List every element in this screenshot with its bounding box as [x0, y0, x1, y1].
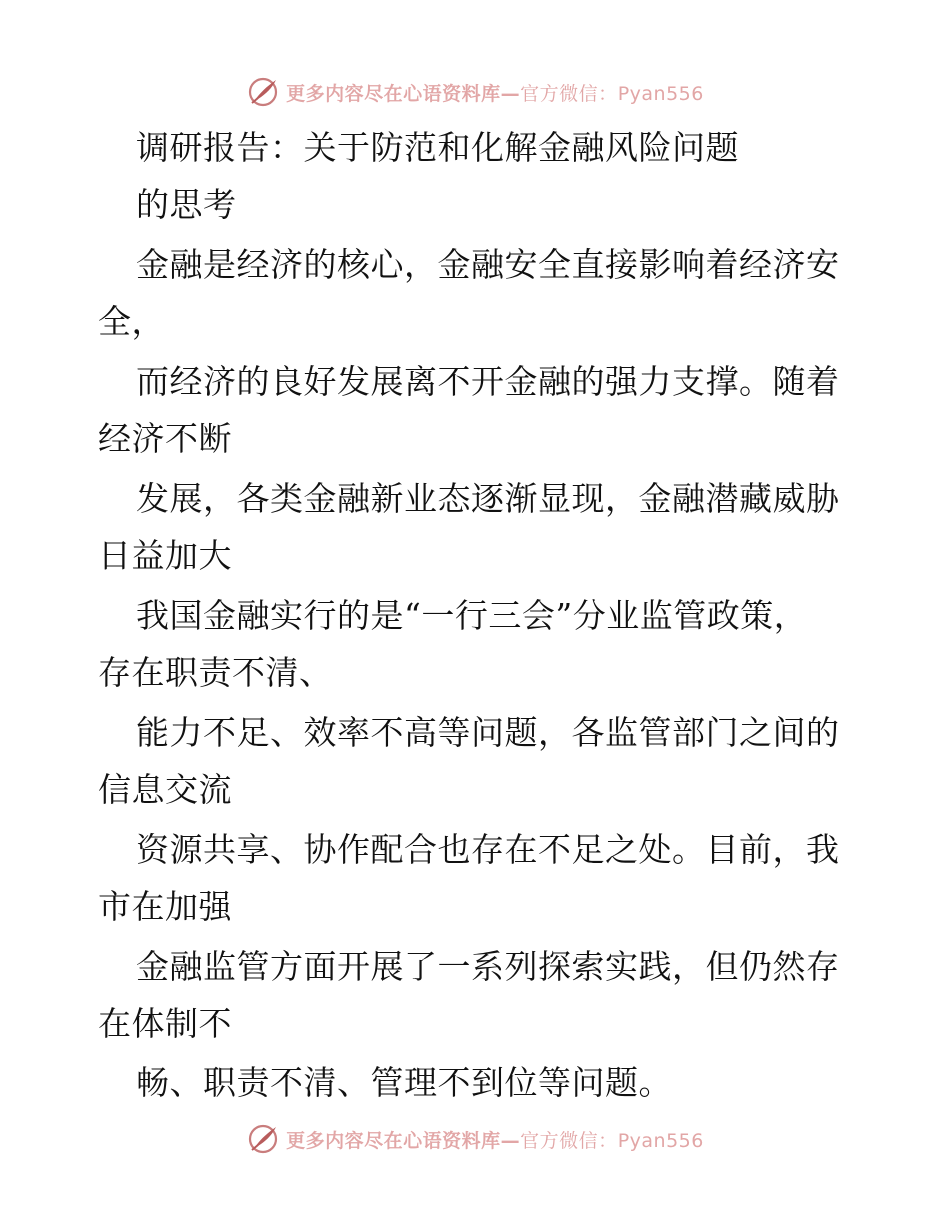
paragraph-line: 资源共享、协作配合也存在不足之处。目前，我	[136, 830, 840, 869]
watermark-text	[286, 1126, 704, 1153]
paragraph-line: 信息交流	[98, 770, 232, 809]
paragraph-line: 在体制不	[98, 1004, 232, 1043]
paragraph-line: 经济不断	[98, 419, 232, 458]
watermark-wechat-label: 官方微信：	[520, 1129, 618, 1152]
quill-logo-icon	[246, 1122, 280, 1156]
watermark-wechat-id: Pyan556	[617, 1129, 704, 1152]
paragraph-line: 金融是经济的核心，金融安全直接影响着经济安	[136, 245, 840, 284]
document-title-line-2: 的思考	[136, 185, 237, 224]
watermark-separator: —	[500, 1129, 521, 1152]
paragraph-line: 全，	[98, 302, 165, 341]
paragraph-line: 日益加大	[98, 536, 232, 575]
watermark-wechat-label: 官方微信：	[520, 82, 618, 105]
paragraph-line: 畅、职责不清、管理不到位等问题。	[136, 1063, 672, 1102]
document-title-line-1: 调研报告：关于防范和化解金融风险问题	[136, 128, 739, 167]
watermark-site: 更多内容尽在心语资料库	[286, 82, 501, 105]
footer-watermark	[0, 1119, 950, 1159]
paragraph-line: 存在职责不清、	[98, 653, 333, 692]
watermark-site: 更多内容尽在心语资料库	[286, 1129, 501, 1152]
paragraph-line: 而经济的良好发展离不开金融的强力支撑。随着	[136, 362, 840, 401]
paragraph-line: 我国金融实行的是“一行三会”分业监管政策，	[136, 596, 808, 635]
paragraph-line: 市在加强	[98, 887, 232, 926]
watermark-separator: —	[500, 82, 521, 105]
paragraph-line: 能力不足、效率不高等问题，各监管部门之间的	[136, 713, 840, 752]
paragraph-line: 发展，各类金融新业态逐渐显现，金融潜藏威胁	[136, 479, 840, 518]
paragraph-line: 金融监管方面开展了一系列探索实践，但仍然存	[136, 947, 840, 986]
watermark-wechat-id: Pyan556	[617, 82, 704, 105]
